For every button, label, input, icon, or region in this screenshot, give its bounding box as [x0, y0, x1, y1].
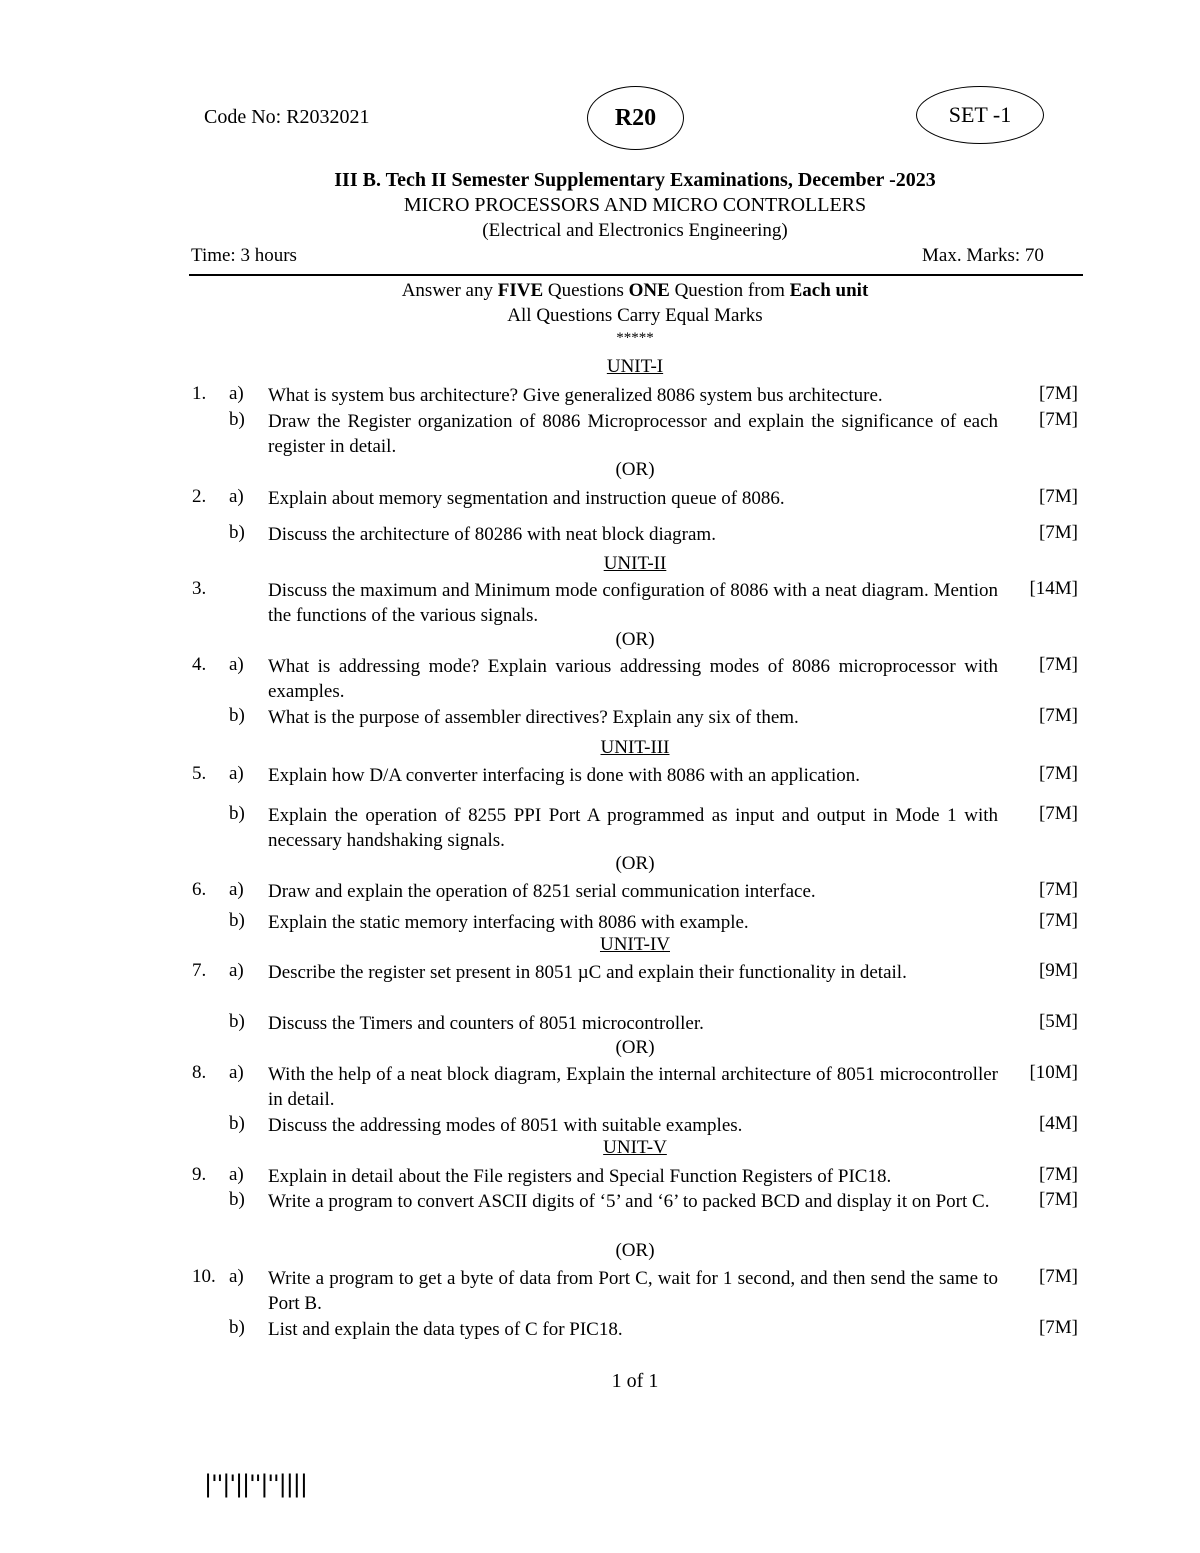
question-marks: [7M] [1038, 654, 1078, 675]
subject-title: MICRO PROCESSORS AND MICRO CONTROLLERS [403, 194, 867, 216]
question-marks: [14M] [1029, 578, 1078, 599]
question-marks: [7M] [1038, 803, 1078, 824]
question-text: Write a program to convert ASCII digits of ‘5’ and ‘6’ to packed BCD and display it on Port C. [268, 1191, 990, 1212]
unit-heading: UNIT-V [603, 1137, 667, 1158]
question-text: With the help of a neat block diagram, Explain the internal architecture of 8051 microcontroller in detail. [268, 1064, 998, 1110]
sub-label: b) [229, 522, 245, 543]
question-number: 7. [192, 960, 207, 981]
question-text: Discuss the maximum and Minimum mode configuration of 8086 with a neat diagram. Mention the functions of the various signals. [268, 580, 998, 626]
sub-label: b) [229, 705, 245, 726]
question-text: Write a program to get a byte of data from Port C, wait for 1 second, and then send the same to Port B. [268, 1268, 998, 1314]
set-label: SET -1 [948, 102, 1012, 127]
question-marks: [7M] [1038, 705, 1078, 726]
instruction-line-2: All Questions Carry Equal Marks [507, 305, 763, 326]
question-number: 4. [192, 654, 207, 675]
sub-label: b) [229, 910, 245, 931]
question-number: 10. [192, 1266, 216, 1287]
question-text: What is addressing mode? Explain various addressing modes of 8086 microprocessor with examples. [268, 656, 998, 702]
sub-label: b) [229, 803, 245, 824]
exam-title: III B. Tech II Semester Supplementary Examinations, December -2023 [334, 169, 936, 191]
sub-label: b) [229, 1189, 245, 1210]
question-number: 9. [192, 1164, 207, 1185]
question-marks: [4M] [1038, 1113, 1078, 1134]
question-marks: [7M] [1038, 1317, 1078, 1338]
question-marks: [10M] [1029, 1062, 1078, 1083]
sub-label: b) [229, 1011, 245, 1032]
instruction-part-bold: Each unit [789, 280, 869, 301]
sub-label: a) [229, 486, 244, 507]
unit-heading: UNIT-I [606, 356, 664, 377]
question-text: Explain how D/A converter interfacing is done with 8086 with an application. [268, 765, 861, 786]
question-text: Discuss the addressing modes of 8051 with suitable examples. [268, 1115, 743, 1136]
question-text: Explain the operation of 8255 PPI Port A programmed as input and output in Mode 1 with necessary handshaking signals. [268, 805, 998, 851]
question-number: 1. [192, 383, 207, 404]
question-marks: [7M] [1038, 409, 1078, 430]
instruction-line-1 [0, 280, 1200, 302]
instruction-part: Answer any [401, 280, 498, 301]
question-number: 2. [192, 486, 207, 507]
question-number: 5. [192, 763, 207, 784]
code-number: Code No: R2032021 [204, 106, 370, 128]
or-separator: (OR) [615, 853, 655, 874]
question-marks: [7M] [1038, 763, 1078, 784]
sub-label: a) [229, 383, 244, 404]
sub-label: b) [229, 1113, 245, 1134]
question-number: 8. [192, 1062, 207, 1083]
sub-label: a) [229, 1266, 244, 1287]
question-marks: [7M] [1038, 910, 1078, 931]
question-text: Describe the register set present in 8051 µC and explain their functionality in detail. [268, 962, 907, 983]
question-number: 3. [192, 578, 207, 599]
question-marks: [7M] [1038, 879, 1078, 900]
question-text: What is the purpose of assembler directives? Explain any six of them. [268, 707, 799, 728]
max-marks-label: Max. Marks: 70 [922, 245, 1044, 266]
question-text: Discuss the Timers and counters of 8051 microcontroller. [268, 1013, 704, 1034]
question-marks: [7M] [1038, 1266, 1078, 1287]
sub-label: a) [229, 654, 244, 675]
instruction-part: Questions [543, 280, 629, 301]
or-separator: (OR) [615, 629, 655, 650]
question-marks: [7M] [1038, 486, 1078, 507]
regulation-label: R20 [614, 104, 657, 131]
instruction-part: Question from [669, 280, 790, 301]
set-badge [916, 86, 1044, 144]
question-text: Discuss the architecture of 80286 with neat block diagram. [268, 524, 716, 545]
question-text: Draw and explain the operation of 8251 serial communication interface. [268, 881, 816, 902]
sub-label: a) [229, 960, 244, 981]
or-separator: (OR) [615, 1037, 655, 1058]
page-number: 1 of 1 [611, 1370, 659, 1392]
sub-label: a) [229, 763, 244, 784]
instruction-part-bold: ONE [628, 280, 670, 301]
question-text: List and explain the data types of C for PIC18. [268, 1319, 623, 1340]
unit-heading: UNIT-II [603, 553, 667, 574]
question-number: 6. [192, 879, 207, 900]
or-separator: (OR) [615, 459, 655, 480]
question-text: Explain about memory segmentation and instruction queue of 8086. [268, 488, 785, 509]
question-marks: [7M] [1038, 1164, 1078, 1185]
sub-label: b) [229, 1317, 245, 1338]
regulation-badge [587, 86, 684, 150]
stars-separator: ***** [616, 330, 654, 346]
question-text: Draw the Register organization of 8086 Microprocessor and explain the significance of each register in detail. [268, 411, 998, 457]
unit-heading: UNIT-III [600, 737, 670, 758]
instruction-part-bold: FIVE [497, 280, 544, 301]
unit-heading: UNIT-IV [599, 934, 670, 955]
question-marks: [9M] [1038, 960, 1078, 981]
question-marks: [7M] [1038, 383, 1078, 404]
question-text: Explain in detail about the File registers and Special Function Registers of PIC18. [268, 1166, 892, 1187]
branch-title: (Electrical and Electronics Engineering) [482, 220, 788, 241]
or-separator: (OR) [615, 1240, 655, 1261]
sub-label: a) [229, 1164, 244, 1185]
time-label: Time: 3 hours [191, 245, 297, 266]
question-text: Explain the static memory interfacing with 8086 with example. [268, 912, 749, 933]
question-marks: [5M] [1038, 1011, 1078, 1032]
question-marks: [7M] [1038, 1189, 1078, 1210]
question-marks: [7M] [1038, 522, 1078, 543]
question-text: What is system bus architecture? Give generalized 8086 system bus architecture. [268, 385, 883, 406]
barcode-mark: |''|'||''|''|||| [204, 1470, 307, 1498]
sub-label: a) [229, 1062, 244, 1083]
sub-label: a) [229, 879, 244, 900]
sub-label: b) [229, 409, 245, 430]
header-divider [189, 274, 1083, 276]
